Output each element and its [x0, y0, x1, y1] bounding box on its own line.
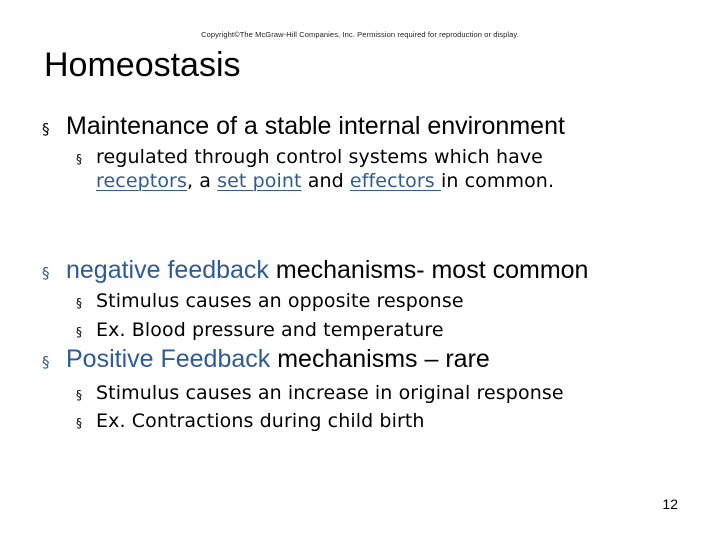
bullet-marker: §	[76, 152, 82, 166]
bullet-positive-feedback	[66, 345, 490, 374]
separator-text: , a	[186, 170, 218, 192]
suffix-text: in common.	[440, 170, 555, 192]
sub-bullet-text: regulated through control systems which have	[96, 146, 543, 168]
copyright-notice: Copyright©The McGraw-Hill Companies, Inc. Permission required for reproduction or display.	[201, 30, 519, 39]
page-number: 12	[662, 496, 678, 512]
negative-feedback-text: mechanisms- most common	[268, 256, 589, 284]
positive-feedback-text: mechanisms – rare	[270, 345, 490, 373]
sub-bullet-control-systems	[96, 146, 543, 168]
set-point-link[interactable]: set point	[217, 170, 302, 192]
receptors-link[interactable]: receptors	[96, 170, 187, 192]
bullet-marker: §	[42, 353, 50, 371]
positive-feedback-term: Positive Feedback	[66, 345, 271, 373]
sub-bullet-blood-pressure: Ex. Blood pressure and temperature	[96, 319, 444, 341]
bullet-marker: §	[76, 416, 82, 430]
bullet-maintenance: Maintenance of a stable internal environment	[66, 112, 565, 140]
bullet-marker: §	[76, 388, 82, 402]
bullet-marker: §	[76, 296, 82, 310]
bullet-negative-feedback	[66, 256, 588, 285]
sub-bullet-control-systems-cont	[96, 170, 554, 192]
sub-bullet-opposite-response: Stimulus causes an opposite response	[96, 290, 464, 312]
effectors-link[interactable]: effectors	[349, 170, 441, 192]
sub-bullet-increase-response: Stimulus causes an increase in original response	[96, 382, 564, 404]
bullet-marker: §	[76, 325, 82, 339]
bullet-marker: §	[42, 120, 50, 138]
separator-text: and	[301, 170, 350, 192]
negative-feedback-term: negative feedback	[66, 256, 269, 284]
sub-bullet-contractions: Ex. Contractions during child birth	[96, 410, 425, 432]
slide-title: Homeostasis	[44, 46, 241, 84]
bullet-marker: §	[42, 264, 50, 282]
